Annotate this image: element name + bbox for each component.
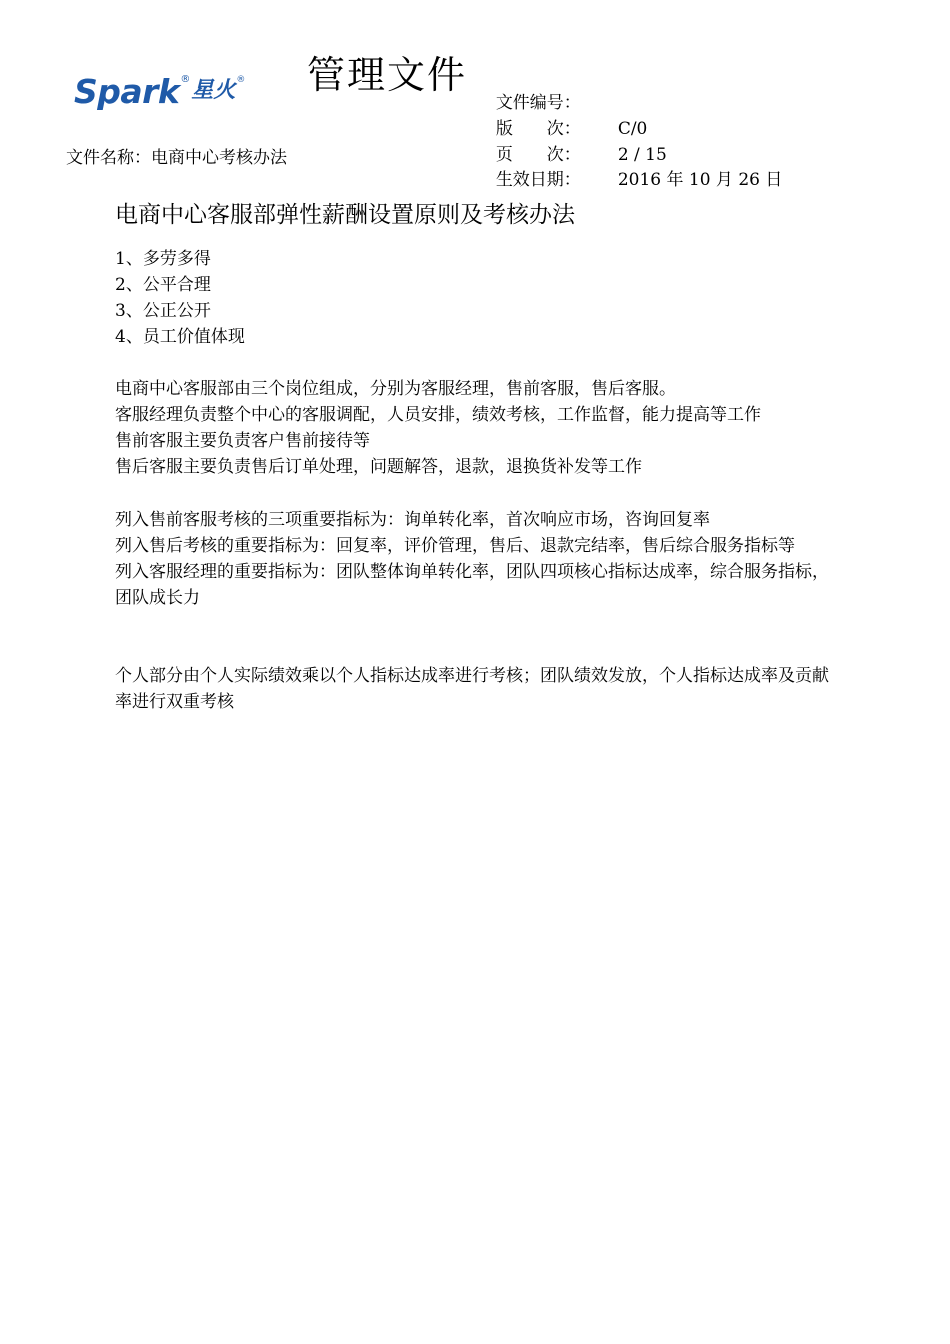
file-name: 文件名称：电商中心考核办法	[66, 148, 287, 168]
meta-value: C/0	[617, 119, 648, 139]
list-item: 1、多劳多得	[115, 249, 211, 269]
indicators-paragraph	[115, 507, 845, 611]
meta-label: 文件编号：	[495, 93, 581, 113]
paragraph-line: 个人部分由个人实际绩效乘以个人指标达成率进行考核；团队绩效发放，个人指标达成率及贡献率进行双重考核	[115, 666, 829, 712]
paragraph-line: 售后客服主要负责售后订单处理，问题解答，退款，退换货补发等工作	[115, 457, 642, 477]
meta-label: 页 次：	[495, 145, 581, 165]
list-item: 4、员工价值体现	[115, 327, 245, 347]
meta-value: 2 / 15	[617, 145, 667, 165]
company-logo	[74, 72, 245, 112]
paragraph-line: 列入售前客服考核的三项重要指标为：询单转化率，首次响应市场，咨询回复率	[115, 510, 710, 530]
paragraph-line: 列入客服经理的重要指标为：团队整体询单转化率，团队四项核心指标达成率，综合服务指标，团队成长力	[115, 562, 829, 608]
logo-registered-mark-2: ®	[236, 75, 246, 85]
list-item: 3、公正公开	[115, 301, 211, 321]
logo-chinese-name: 星火	[191, 78, 236, 103]
meta-value: 2016 年 10 月 26 日	[617, 170, 783, 190]
list-item: 2、公平合理	[115, 275, 211, 295]
document-title: 电商中心客服部弹性薪酬设置原则及考核办法	[115, 202, 575, 228]
logo-wordmark: Spark	[74, 72, 180, 111]
paragraph-line: 售前客服主要负责客户售前接待等	[115, 431, 370, 451]
principles-list	[115, 246, 845, 350]
assessment-paragraph	[115, 663, 845, 715]
meta-label: 版 次：	[495, 119, 581, 139]
paragraph-line: 电商中心客服部由三个岗位组成，分别为客服经理，售前客服，售后客服。	[115, 379, 676, 399]
logo-registered-mark: ®	[180, 74, 191, 85]
paragraph-line: 客服经理负责整个中心的客服调配，人员安排，绩效考核，工作监督，能力提高等工作	[115, 405, 761, 425]
document-type-heading: 管理文件	[307, 53, 468, 97]
roles-paragraph	[115, 376, 845, 480]
meta-label: 生效日期：	[495, 170, 581, 190]
meta-effective-date	[485, 147, 782, 191]
paragraph-line: 列入售后考核的重要指标为：回复率，评价管理，售后、退款完结率，售后综合服务指标等	[115, 536, 795, 556]
